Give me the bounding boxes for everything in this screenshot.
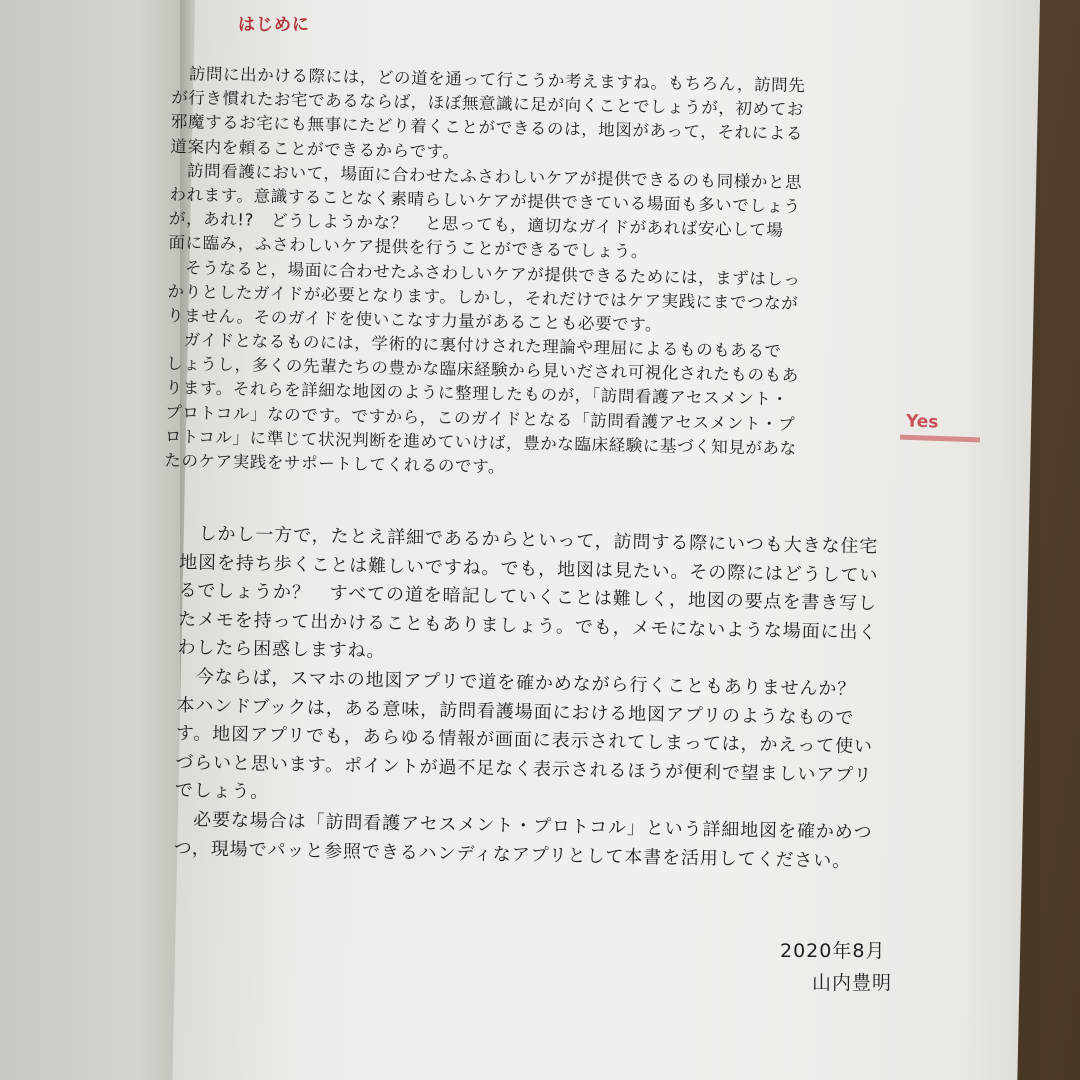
- text-line: しょうし，多くの先輩たちの豊かな臨床経験から見いだされ可視化されたものもあ: [166, 354, 799, 386]
- text-line: ロトコル」に準じて状況判断を進めていけば，豊かな臨床経験に基づく知見があな: [164, 426, 797, 458]
- author: 山内豊明: [812, 972, 893, 994]
- text-line: 訪問看護において，場面に合わせたふさわしいケアが提供できるのも同様かと思: [169, 160, 803, 192]
- text-line: かりとしたガイドが必要となります。しかし，それだけではケア実践にまでつなが: [167, 281, 799, 313]
- text-line: 必要な場合は「訪問看護アセスメント・プロトコル」という詳細地図を確かめつ: [174, 808, 873, 844]
- text-line: ガイドとなるものには，学術的に裏付けされた理論や理屈によるものもあるで: [166, 330, 782, 361]
- text-line: るでしょうか？ すべての道を暗記していくことは難しく，地図の要点を書き写し: [178, 580, 878, 615]
- text-line: つ，現場でパッと参照できるハンディなアプリとして本書を活用してください。: [173, 837, 852, 872]
- body-text-bottom: [173, 520, 899, 877]
- text-line: しかし一方で，たとえ詳細であるからといって，訪問する際にいつも大きな住宅: [179, 522, 879, 558]
- text-line: りません。そのガイドを使いこなす力量があることも必要です。: [166, 305, 663, 335]
- left-page: [0, 0, 195, 1080]
- text-line: たのケア実践をサポートしてくれるのです。: [164, 450, 506, 477]
- text-line: が行き慣れたお宅であるならば，ほぼ無意識に足が向くことでしょうが，初めてお: [171, 88, 805, 120]
- date: 2020年8月: [780, 940, 886, 962]
- text-line: プロトコル」なのです。ですから，このガイドとなる「訪問看護アセスメント・プ: [165, 402, 796, 434]
- text-line: が，あれ!? どうしようかな？ と思っても，適切なガイドがあれば安心して場: [168, 209, 784, 240]
- text-line: ります。それらを詳細な地図のように整理したものが，「訪問看護アセスメント・: [165, 378, 789, 410]
- text-line: われます。意識することなく素晴らしいケアが提供できている場面も多いでしょう: [169, 184, 801, 217]
- text-line: 地図を持ち歩くことは難しいですね。でも，地図は見たい。その際にはどうしてい: [178, 551, 879, 587]
- text-line: 今ならば，スマホの地図アプリで道を確かめながら行くこともありませんか？: [176, 665, 857, 700]
- text-line: たメモを持って出かけることもありましょう。でも，メモにないような場面に出く: [177, 608, 878, 644]
- text-line: そうなると，場面に合わせたふさわしいケアが提供できるためには，まずはしっ: [167, 257, 801, 289]
- text-line: でしょう。: [174, 780, 270, 804]
- page-heading: はじめに: [238, 15, 310, 35]
- text-line: わしたら困惑しますね。: [177, 637, 386, 663]
- yes-tab-label: Yes: [905, 411, 939, 433]
- text-line: 道案内を頼ることができるからです。: [170, 136, 460, 162]
- page-edge-shadow: [960, 0, 1040, 1080]
- text-line: 邪魔するお宅にも無事にたどり着くことができるのは，地図があって，それによる: [170, 112, 804, 144]
- text-line: 面に臨み，ふさわしいケア提供を行うことができるでしょう。: [168, 233, 649, 262]
- text-line: 本ハンドブックは，ある意味，訪問看護場面における地図アプリのようなもので: [176, 694, 855, 729]
- text-line: す。地図アプリでも，あらゆる情報が画面に表示されてしまっては，かえって使い: [175, 723, 874, 758]
- text-line: づらいと思います。ポイントが過不足なく表示されるほうが便利で望ましいアプリ: [175, 751, 873, 787]
- body-text-top: [164, 62, 892, 487]
- text-line: 訪問に出かける際には，どの道を通って行こうか考えますね。もちろん，訪問先: [171, 63, 806, 96]
